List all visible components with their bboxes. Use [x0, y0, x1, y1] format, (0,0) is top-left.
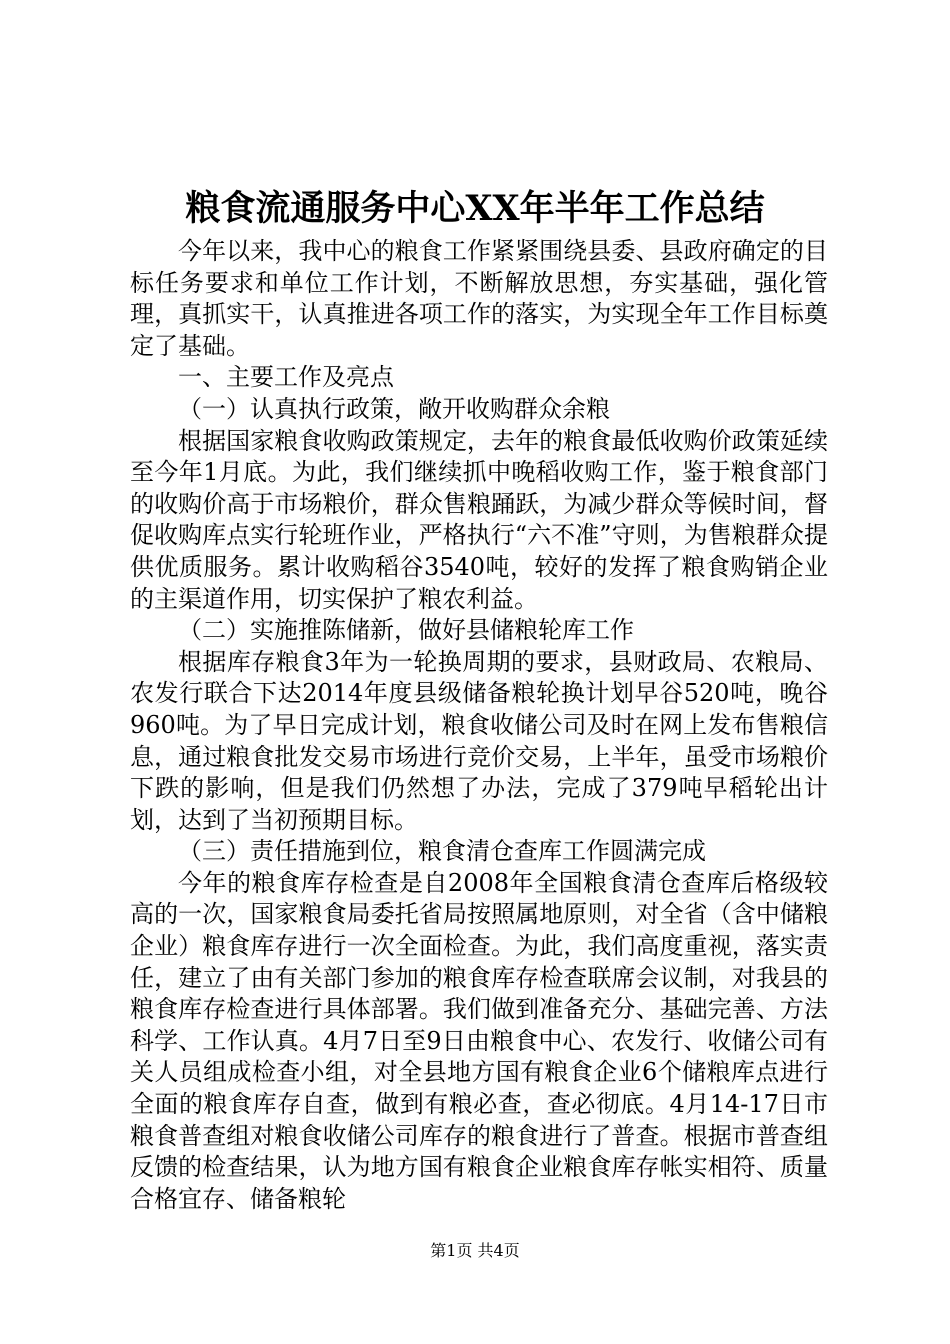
body-paragraph-1: 根据国家粮食收购政策规定，去年的粮食最低收购价政策延续至今年1月底。为此，我们继续抓中晚稻收购工作，鉴于粮食部门的收购价高于市场粮价，群众售粮踊跃，为减少群众等候时间，督促收购库点实行轮班作业，严格执行“六不准”守则，为售粮群众提供优质服务。累计收购稻谷3540吨，较好的发挥了粮食购销企业的主渠道作用，切实保护了粮农利益。 — [130, 426, 828, 613]
subsection-heading-2: （二）实施推陈储新，做好县储粮轮库工作 — [178, 616, 634, 645]
body-paragraph-2: 根据库存粮食3年为一轮换周期的要求，县财政局、农粮局、农发行联合下达2014年度县级储备粮轮换计划早谷520吨，晚谷960吨。为了早日完成计划，粮食收储公司及时在网上发布售粮信息，通过粮食批发交易市场进行竞价交易，上半年，虽受市场粮价下跌的影响，但是我们仍然想了办法，完成了379吨早稻轮出计划，达到了当初预期目标。 — [130, 647, 828, 834]
document-body — [130, 236, 828, 1215]
subsection-heading-3: （三）责任措施到位，粮食清仓查库工作圆满完成 — [178, 837, 706, 866]
intro-paragraph: 今年以来，我中心的粮食工作紧紧围绕县委、县政府确定的目标任务要求和单位工作计划，不断解放思想，夯实基础，强化管理，真抓实干，认真推进各项工作的落实，为实现全年工作目标奠定了基础。 — [130, 237, 828, 360]
page-title: 粮食流通服务中心XX年半年工作总结 — [185, 188, 765, 229]
section-heading-main-work: 一、主要工作及亮点 — [178, 363, 394, 392]
page-number-footer: 第1页 共4页 — [430, 1241, 520, 1260]
subsection-heading-1: （一）认真执行政策，敞开收购群众余粮 — [178, 394, 610, 423]
body-paragraph-3: 今年的粮食库存检查是自2008年全国粮食清仓查库后格级较高的一次，国家粮食局委托省局按照属地原则，对全省（含中储粮企业）粮食库存进行一次全面检查。为此，我们高度重视，落实责任，建立了由有关部门参加的粮食库存检查联席会议制，对我县的粮食库存检查进行具体部署。我们做到准备充分、基础完善、方法科学、工作认真。4月7日至9日由粮食中心、农发行、收储公司有关人员组成检查小组，对全县地方国有粮食企业6个储粮库点进行全面的粮食库存自查，做到有粮必查，查必彻底。4月14-17日市粮食普查组对粮食收储公司库存的粮食进行了普查。根据市普查组反馈的检查结果，认为地方国有粮食企业粮食库存帐实相符、质量合格宜存、储备粮轮 — [130, 868, 828, 1213]
